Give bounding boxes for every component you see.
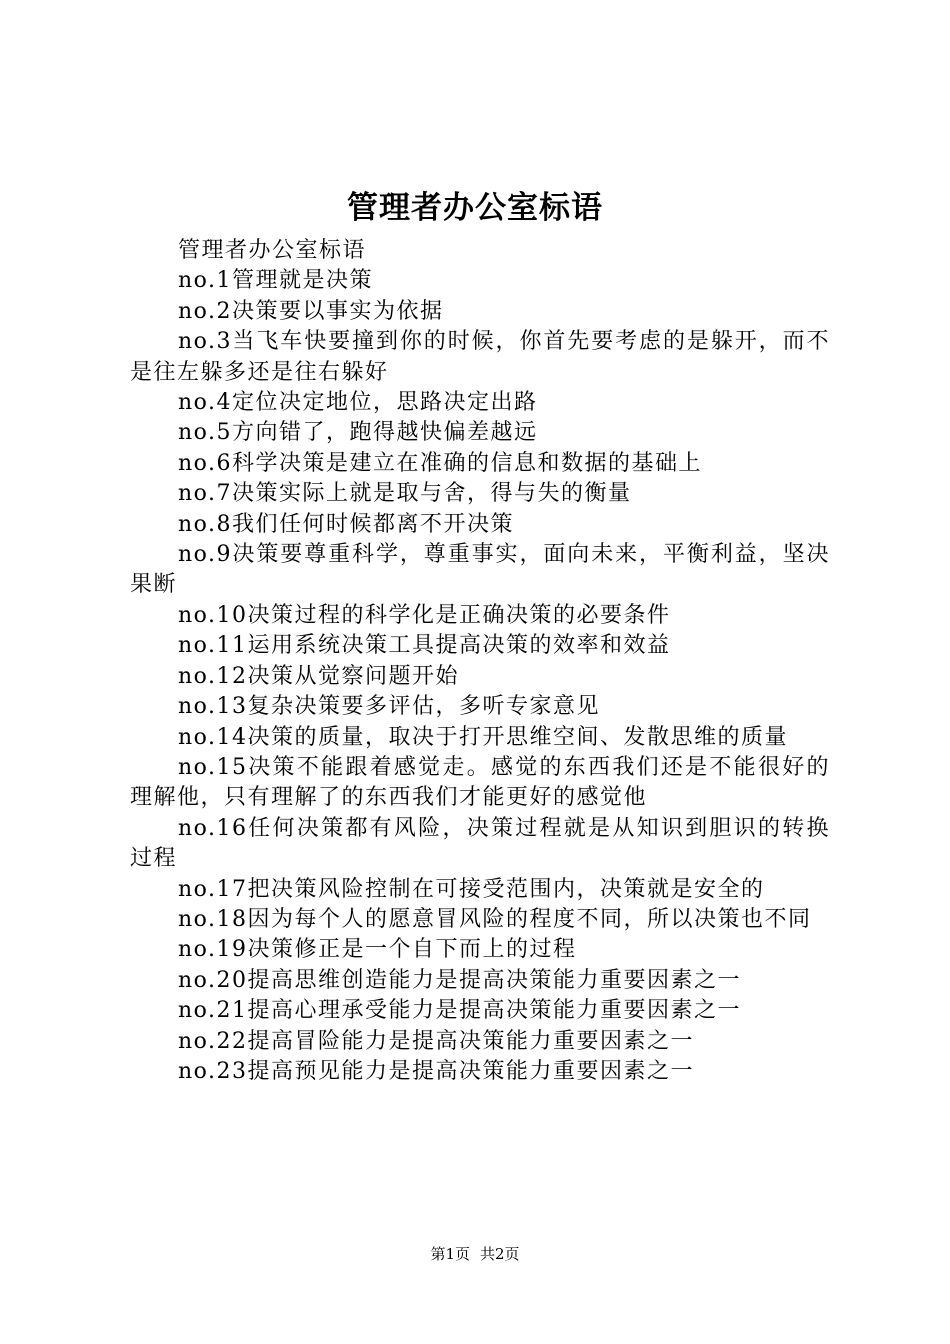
slogan-item: no.2决策要以事实为依据 — [178, 298, 444, 324]
page-number-total: 共2页 — [480, 1245, 520, 1263]
document-title: 管理者办公室标语 — [347, 190, 603, 226]
slogan-item: no.16任何决策都有风险，决策过程就是从知识到胆识的转换过程 — [130, 815, 830, 872]
slogan-item: no.11运用系统决策工具提高决策的效率和效益 — [178, 633, 671, 659]
slogan-item: no.5方向错了，跑得越快偏差越远 — [178, 420, 538, 446]
slogan-item: no.4定位决定地位，思路决定出路 — [178, 390, 538, 416]
slogan-item: no.18因为每个人的愿意冒风险的程度不同，所以决策也不同 — [178, 906, 812, 932]
paragraph: 管理者办公室标语 — [178, 238, 367, 263]
slogan-item: no.12决策从觉察问题开始 — [178, 663, 460, 689]
slogan-item: no.17把决策风险控制在可接受范围内，决策就是安全的 — [178, 876, 765, 902]
document-body — [130, 236, 830, 1087]
slogan-item: no.21提高心理承受能力是提高决策能力重要因素之一 — [178, 998, 742, 1024]
slogan-item: no.13复杂决策要多评估，多听专家意见 — [178, 694, 601, 720]
slogan-item: no.20提高思维创造能力是提高决策能力重要因素之一 — [178, 967, 742, 993]
page-number-current: 第1页 — [430, 1245, 470, 1263]
slogan-item: no.15决策不能跟着感觉走。感觉的东西我们还是不能很好的理解他，只有理解了的东西我们才能更好的感觉他 — [130, 754, 830, 811]
slogan-item: no.19决策修正是一个自下而上的过程 — [178, 937, 577, 963]
slogan-item: no.9决策要尊重科学，尊重事实，面向未来，平衡利益，坚决果断 — [130, 542, 830, 598]
slogan-item: no.3当飞车快要撞到你的时候，你首先要考虑的是躲开，而不是往左躲多还是往右躲好 — [130, 329, 830, 385]
slogan-item: no.10决策过程的科学化是正确决策的必要条件 — [178, 602, 671, 628]
slogan-item: no.8我们任何时候都离不开决策 — [178, 511, 515, 537]
slogan-item: no.23提高预见能力是提高决策能力重要因素之一 — [178, 1058, 695, 1084]
slogan-item: no.6科学决策是建立在准确的信息和数据的基础上 — [178, 450, 703, 476]
slogan-item: no.22提高冒险能力是提高决策能力重要因素之一 — [178, 1028, 695, 1054]
slogan-item: no.14决策的质量，取决于打开思维空间、发散思维的质量 — [178, 724, 789, 750]
slogan-item: no.1管理就是决策 — [178, 268, 374, 294]
page-footer — [0, 1242, 950, 1266]
slogan-item: no.7决策实际上就是取与舍，得与失的衡量 — [178, 481, 632, 507]
